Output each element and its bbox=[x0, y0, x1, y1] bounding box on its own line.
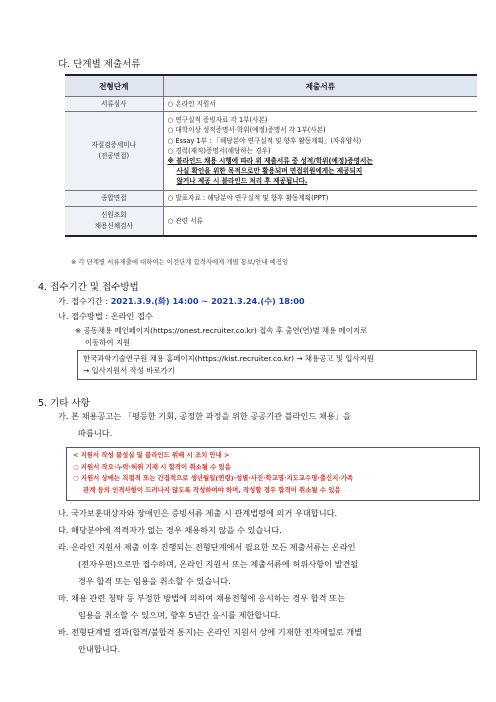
kist-recruit-info-box bbox=[77, 350, 477, 380]
doc-item: ○ 발표자료 : 해당분야 연구실적 및 향후 활동계획(PPT) bbox=[167, 194, 329, 203]
stage-cell: 신원조회 채용신체검사 bbox=[65, 206, 163, 236]
table-header-row bbox=[65, 75, 477, 97]
docs-cell bbox=[163, 190, 477, 206]
table-row bbox=[65, 112, 477, 190]
doc-item: ○ 온라인 지원서 bbox=[167, 100, 216, 108]
kist-recruit-link-text: 한국과학기술연구원 채용 홈페이지(https://kist.recruiter.co.kr) → 채용공고 및 입사지원 bbox=[83, 354, 374, 363]
etc-item-ra-cont: (전자우편)으로만 접수하며, 온라인 지원서 또는 제출서류에 허위사항이 발견될 bbox=[78, 559, 359, 569]
etc-item-ga-cont: 따릅니다. bbox=[78, 428, 113, 438]
blind-warning-line: 사실 확인을 위한 목적으로만 활용되며 면접위원에게는 제공되지 bbox=[176, 167, 363, 176]
table-footnote: ※ 각 단계별 서류제출에 대하여는 이전단계 합격자에게 개별 통보/안내 예정임 bbox=[71, 258, 289, 266]
table-row bbox=[65, 97, 477, 112]
table-header-docs: 제출서류 bbox=[163, 75, 477, 97]
application-method-note: ※ 공동채용 메인페이지(https://onest.recruiter.co.kr) 접속 후 출연(연)별 채용 메이지로 bbox=[75, 326, 368, 335]
doc-item: ○ 대학이상 성적증명서·학위(예정)증명서 각 1부(사본) bbox=[167, 126, 326, 135]
blind-warning-line: 않거나 제공 시 블라인드 처리 후 제공됩니다. bbox=[176, 177, 308, 186]
kist-recruit-link-text: → 입사지원서 작성 바로가기 bbox=[83, 366, 175, 375]
docs-cell bbox=[163, 112, 477, 190]
etc-item-ra-cont: 경우 합격 또는 임용을 취소할 수 있습니다. bbox=[78, 576, 231, 586]
etc-item-ra: 라. 온라인 지원서 제출 이후 진행되는 전형단계에서 필요한 모든 제출서류는 온라인 bbox=[58, 542, 356, 552]
table-row bbox=[65, 206, 477, 236]
etc-item-ga: 가. 본 채용공고는 「평등한 기회, 공정한 과정을 위한 공공기관 블라인드 채용」을 bbox=[58, 411, 351, 421]
section-title-submission-docs: 다. 단계별 제출서류 bbox=[58, 59, 141, 70]
docs-cell bbox=[163, 97, 477, 112]
etc-item-da: 다. 해당분야에 적격자가 없는 경우 채용하지 않을 수 있습니다. bbox=[58, 525, 282, 535]
stage-cell: 종합면접 bbox=[65, 190, 163, 206]
etc-item-ma: 마. 채용 관련 청탁 등 부정한 방법에 의하여 채용전형에 응시하는 경우 합격 또는 bbox=[58, 593, 345, 603]
blind-warning-item: ○ 지원서 작오·누락·허위 기재 시 합격이 취소될 수 있음 bbox=[73, 462, 231, 471]
blind-warning-item: ○ 지원서 상에는 직접적 또는 간접적으로 생년월일(연령)·성별·사진·학교명·지도교수명·출신지·가족 bbox=[73, 474, 354, 482]
doc-item: ○ 관련 서류 bbox=[167, 216, 203, 225]
doc-item: ○ Essay 1부 : 「해당분야 연구실적 및 향후 활동계획」(자유양식) bbox=[167, 136, 362, 145]
table-header-stage: 전형단계 bbox=[65, 75, 163, 97]
application-method-note: 이동하여 지원 bbox=[85, 338, 131, 347]
submission-table bbox=[65, 74, 477, 237]
application-period-label: 가. 접수기간 : bbox=[58, 296, 109, 306]
application-period-value: 2021.3.9.(화) 14:00 ~ 2021.3.24.(수) 18:00 bbox=[110, 296, 305, 306]
docs-cell bbox=[163, 206, 477, 236]
blind-warning-box bbox=[66, 447, 480, 501]
stage-cell: 서류심사 bbox=[65, 97, 163, 112]
etc-item-ba: 바. 전형단계별 결과(합격/불합격 통지)는 온라인 지원서 상에 기재한 전자메일로 개별 bbox=[58, 627, 363, 637]
blind-warning-title: < 지원서 작성 불성실 및 블라인드 위배 시 조치 안내 > bbox=[73, 451, 230, 459]
etc-item-na: 나. 국가보훈대상자와 장애인은 증빙서류 제출 시 관계법령에 의거 우대합니다. bbox=[58, 508, 338, 518]
application-period bbox=[58, 296, 305, 307]
table-row bbox=[65, 190, 477, 206]
etc-item-ba-cont: 안내합니다. bbox=[78, 644, 121, 654]
stage-cell: 자질검증세미나 (전공면접) bbox=[65, 112, 163, 190]
blind-warning-item: 관계 등의 인적사항이 드러나지 않도록 작성하여야 하며, 작성할 경우 합격이 취소될 수 있음 bbox=[83, 485, 341, 494]
etc-item-ma-cont: 임용을 취소할 수 있으며, 향후 5년간 응시를 제한합니다. bbox=[78, 610, 281, 620]
section-title-etc: 5. 기타 사항 bbox=[38, 398, 90, 409]
section-title-application: 4. 접수기간 및 접수방법 bbox=[38, 282, 139, 293]
doc-item: ○ 연구실적 증빙자료 각 1부(사본) bbox=[167, 116, 268, 125]
blind-warning-line: ※ 블라인드 채용 시행에 따라 위 제출서류 중 성적/학위(예정)증명서는 bbox=[167, 157, 373, 166]
doc-item: ○ 경력(재직)증명서(해당하는 경우) bbox=[167, 146, 271, 155]
application-method: 나. 접수방법 : 온라인 접수 bbox=[58, 311, 153, 321]
